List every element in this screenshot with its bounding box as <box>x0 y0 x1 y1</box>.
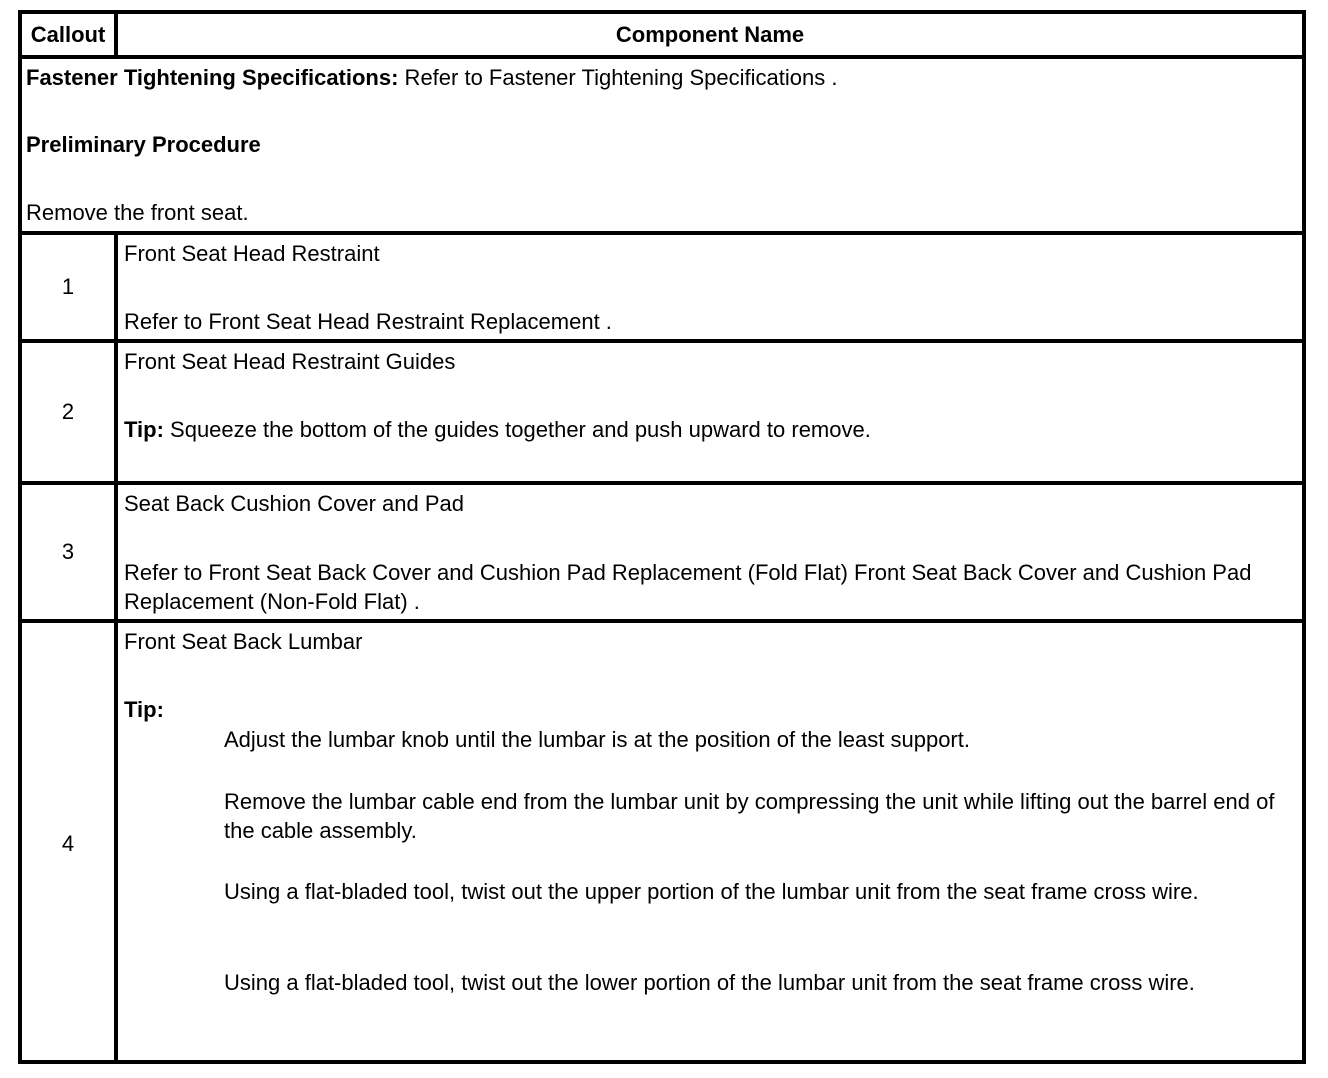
callout-number: 3 <box>22 485 118 619</box>
callout-number: 2 <box>22 343 118 481</box>
preliminary-procedure-heading: Preliminary Procedure <box>26 132 261 157</box>
component-title: Front Seat Back Lumbar <box>124 629 363 654</box>
component-title: Seat Back Cushion Cover and Pad <box>124 491 464 516</box>
component-title: Front Seat Head Restraint <box>124 241 380 266</box>
tip-label: Tip: <box>124 697 164 722</box>
component-title: Front Seat Head Restraint Guides <box>124 349 456 374</box>
table-row <box>22 235 1302 343</box>
tip-step: Adjust the lumbar knob until the lumbar is at the position of the least support. <box>224 727 970 752</box>
fastener-spec-label: Fastener Tightening Specifications: <box>26 65 399 90</box>
callout-number: 1 <box>22 235 118 339</box>
component-detail: Refer to Front Seat Head Restraint Replacement . <box>124 309 612 334</box>
component-detail: Refer to Front Seat Back Cover and Cushion Pad Replacement (Fold Flat) Front Seat Back Cover and Cushion Pad Replacement (Non-Fold Flat) . <box>124 560 1252 614</box>
component-table <box>18 10 1306 1064</box>
table-header-row <box>22 14 1302 59</box>
tip-text: Squeeze the bottom of the guides together and push upward to remove. <box>163 417 871 442</box>
fastener-spec-line <box>26 64 837 92</box>
component-cell <box>118 235 1302 339</box>
component-tip <box>124 416 871 444</box>
tip-step: Remove the lumbar cable end from the lumbar unit by compressing the unit while lifting out the barrel end of the cable assembly. <box>224 789 1275 843</box>
header-component-name: Component Name <box>615 21 805 47</box>
tip-step: Using a flat-bladed tool, twist out the lower portion of the lumbar unit from the seat frame cross wire. <box>224 970 1195 995</box>
table-row <box>22 485 1302 623</box>
table-row <box>22 623 1302 1064</box>
component-cell <box>118 623 1302 1064</box>
tip-label: Tip: <box>124 417 164 442</box>
callout-number: 4 <box>22 623 118 1064</box>
tip-step: Using a flat-bladed tool, twist out the upper portion of the lumbar unit from the seat frame cross wire. <box>224 879 1199 904</box>
component-cell <box>118 485 1302 619</box>
preliminary-procedure-text: Remove the front seat. <box>26 200 249 225</box>
component-cell <box>118 343 1302 481</box>
fastener-spec-text: Refer to Fastener Tightening Specifications . <box>398 65 838 90</box>
header-callout: Callout <box>22 14 118 55</box>
table-row <box>22 343 1302 485</box>
intro-row <box>22 59 1302 235</box>
